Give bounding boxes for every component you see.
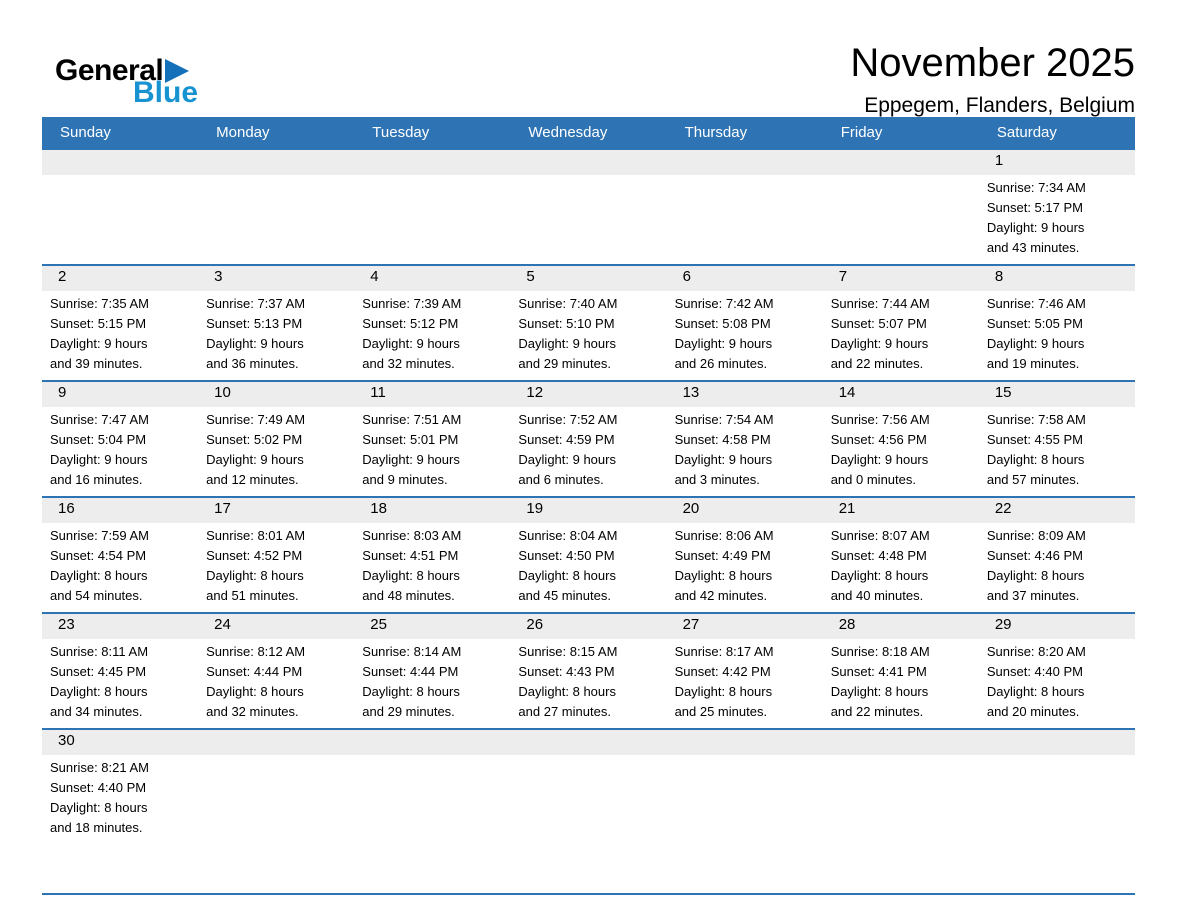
daylight-minutes-text: and 27 minutes.	[518, 704, 611, 719]
day-number-strip	[510, 150, 666, 175]
daylight-hours-text: Daylight: 8 hours	[50, 800, 148, 815]
day-details	[42, 291, 198, 380]
day-number-strip	[667, 614, 823, 639]
daylight-hours-text: Daylight: 8 hours	[674, 684, 773, 699]
day-number-strip	[42, 730, 198, 755]
logo-text-blue: Blue	[133, 76, 199, 109]
day-number: 15	[994, 384, 1012, 401]
day-number: 21	[838, 500, 856, 517]
page-header	[0, 0, 1188, 117]
day-cell-30	[42, 729, 198, 894]
day-cell-2	[42, 265, 198, 381]
day-number-strip	[42, 614, 198, 639]
day-number: 26	[526, 616, 544, 633]
empty-day-cell	[979, 729, 1135, 894]
day-details	[510, 639, 666, 728]
day-cell-23	[42, 613, 198, 729]
daylight-hours-text: Daylight: 9 hours	[206, 452, 304, 467]
day-number: 17	[214, 500, 231, 517]
day-number-strip	[198, 382, 354, 407]
day-details	[823, 755, 979, 764]
empty-day-cell	[198, 729, 354, 894]
day-details	[667, 755, 823, 764]
day-number-strip	[198, 614, 354, 639]
empty-day-cell	[667, 149, 823, 265]
day-number-strip	[42, 266, 198, 291]
daylight-minutes-text: and 57 minutes.	[986, 472, 1080, 487]
day-number: 1	[994, 152, 1004, 169]
daylight-minutes-text: and 32 minutes.	[362, 356, 455, 371]
sunrise-text: Sunrise: 7:49 AM	[206, 412, 306, 427]
sunset-text: Sunset: 4:42 PM	[674, 664, 771, 679]
daylight-hours-text: Daylight: 8 hours	[986, 568, 1085, 583]
weekday-header-tuesday: Tuesday	[354, 117, 510, 149]
daylight-minutes-text: and 40 minutes.	[830, 588, 924, 603]
sunrise-text: Sunrise: 8:17 AM	[674, 644, 774, 659]
day-number: 30	[58, 732, 75, 749]
day-number-strip	[667, 498, 823, 523]
day-cell-7	[823, 265, 979, 381]
day-number-strip	[198, 730, 354, 755]
day-details	[667, 175, 823, 184]
logo-text-general: General	[55, 54, 164, 87]
day-number: 13	[682, 384, 700, 401]
sunset-text: Sunset: 5:10 PM	[518, 316, 615, 331]
empty-day-cell	[510, 729, 666, 894]
sunset-text: Sunset: 4:41 PM	[830, 664, 927, 679]
day-cell-26	[510, 613, 666, 729]
daylight-hours-text: Daylight: 9 hours	[986, 220, 1085, 235]
calendar	[42, 117, 1135, 895]
sunset-text: Sunset: 4:48 PM	[830, 548, 927, 563]
daylight-minutes-text: and 19 minutes.	[986, 356, 1080, 371]
week-row-4	[42, 497, 1135, 613]
daylight-hours-text: Daylight: 8 hours	[518, 568, 616, 583]
day-details	[354, 175, 510, 184]
sunrise-text: Sunrise: 8:18 AM	[830, 644, 930, 659]
day-cell-28	[823, 613, 979, 729]
daylight-minutes-text: and 20 minutes.	[986, 704, 1080, 719]
daylight-hours-text: Daylight: 9 hours	[362, 336, 460, 351]
daylight-hours-text: Daylight: 9 hours	[674, 336, 773, 351]
day-number: 28	[838, 616, 856, 633]
sunset-text: Sunset: 4:59 PM	[518, 432, 615, 447]
day-details	[510, 291, 666, 380]
daylight-minutes-text: and 42 minutes.	[674, 588, 768, 603]
daylight-minutes-text: and 0 minutes.	[830, 472, 916, 487]
day-number: 27	[682, 616, 700, 633]
day-details	[510, 523, 666, 612]
empty-day-cell	[510, 149, 666, 265]
day-number-strip	[979, 730, 1135, 755]
weekday-header-row	[42, 117, 1135, 149]
daylight-minutes-text: and 39 minutes.	[50, 356, 143, 371]
day-cell-12	[510, 381, 666, 497]
day-number-strip	[354, 150, 510, 175]
daylight-hours-text: Daylight: 9 hours	[674, 452, 773, 467]
day-details	[354, 639, 510, 728]
sunset-text: Sunset: 4:50 PM	[518, 548, 615, 563]
daylight-hours-text: Daylight: 9 hours	[830, 452, 929, 467]
day-details	[823, 291, 979, 380]
sunrise-text: Sunrise: 8:01 AM	[206, 528, 306, 543]
week-row-3	[42, 381, 1135, 497]
daylight-hours-text: Daylight: 9 hours	[50, 452, 148, 467]
weekday-header-sunday: Sunday	[42, 117, 198, 149]
sunset-text: Sunset: 5:13 PM	[206, 316, 303, 331]
day-number: 14	[838, 384, 856, 401]
day-number: 22	[994, 500, 1012, 517]
daylight-minutes-text: and 9 minutes.	[362, 472, 448, 487]
daylight-hours-text: Daylight: 9 hours	[206, 336, 304, 351]
day-number: 10	[214, 384, 231, 401]
day-details	[510, 755, 666, 764]
daylight-hours-text: Daylight: 8 hours	[50, 684, 148, 699]
day-number: 23	[58, 616, 75, 633]
sunrise-text: Sunrise: 7:51 AM	[362, 412, 462, 427]
day-details	[823, 523, 979, 612]
daylight-minutes-text: and 12 minutes.	[206, 472, 299, 487]
day-details	[354, 407, 510, 496]
sunrise-text: Sunrise: 7:52 AM	[518, 412, 618, 427]
day-number: 7	[838, 268, 848, 285]
sunrise-text: Sunrise: 7:54 AM	[674, 412, 774, 427]
day-cell-21	[823, 497, 979, 613]
page-subtitle: Eppegem, Flanders, Belgium	[864, 94, 1135, 117]
daylight-minutes-text: and 51 minutes.	[206, 588, 299, 603]
daylight-minutes-text: and 48 minutes.	[362, 588, 455, 603]
week-row-6	[42, 729, 1135, 894]
day-number-strip	[979, 382, 1135, 407]
sunset-text: Sunset: 4:52 PM	[206, 548, 303, 563]
daylight-minutes-text: and 29 minutes.	[362, 704, 455, 719]
sunrise-text: Sunrise: 7:47 AM	[50, 412, 149, 427]
day-number-strip	[354, 382, 510, 407]
daylight-hours-text: Daylight: 9 hours	[518, 452, 616, 467]
daylight-minutes-text: and 34 minutes.	[50, 704, 143, 719]
sunset-text: Sunset: 4:55 PM	[986, 432, 1083, 447]
sunrise-text: Sunrise: 7:42 AM	[674, 296, 774, 311]
empty-day-cell	[354, 149, 510, 265]
day-details	[979, 407, 1135, 496]
day-cell-5	[510, 265, 666, 381]
day-number: 11	[370, 384, 386, 401]
day-details	[198, 291, 354, 380]
sunrise-text: Sunrise: 8:20 AM	[986, 644, 1086, 659]
week-row-2	[42, 265, 1135, 381]
empty-day-cell	[823, 149, 979, 265]
sunrise-text: Sunrise: 8:14 AM	[362, 644, 462, 659]
daylight-minutes-text: and 26 minutes.	[674, 356, 768, 371]
day-number-strip	[667, 150, 823, 175]
daylight-hours-text: Daylight: 8 hours	[830, 684, 929, 699]
day-details	[198, 523, 354, 612]
day-number: 9	[58, 384, 67, 401]
daylight-minutes-text: and 22 minutes.	[830, 356, 924, 371]
day-cell-16	[42, 497, 198, 613]
daylight-minutes-text: and 22 minutes.	[830, 704, 924, 719]
sunrise-text: Sunrise: 7:58 AM	[986, 412, 1086, 427]
day-details	[198, 407, 354, 496]
day-cell-20	[667, 497, 823, 613]
sunrise-text: Sunrise: 7:44 AM	[830, 296, 930, 311]
day-number-strip	[510, 266, 666, 291]
day-number: 20	[682, 500, 700, 517]
sunset-text: Sunset: 5:07 PM	[830, 316, 927, 331]
sunset-text: Sunset: 5:12 PM	[362, 316, 459, 331]
day-number-strip	[198, 150, 354, 175]
weekday-header-monday: Monday	[198, 117, 354, 149]
sunset-text: Sunset: 5:01 PM	[362, 432, 459, 447]
day-cell-22	[979, 497, 1135, 613]
calendar-table	[42, 117, 1135, 895]
sunrise-text: Sunrise: 7:34 AM	[986, 180, 1086, 195]
sunset-text: Sunset: 5:02 PM	[206, 432, 303, 447]
day-number-strip	[354, 266, 510, 291]
day-details	[979, 523, 1135, 612]
day-number-strip	[979, 150, 1135, 175]
day-number-strip	[823, 266, 979, 291]
day-details	[979, 755, 1135, 764]
daylight-hours-text: Daylight: 8 hours	[362, 568, 460, 583]
day-number-strip	[979, 614, 1135, 639]
day-number-strip	[823, 730, 979, 755]
day-cell-29	[979, 613, 1135, 729]
day-number: 6	[682, 268, 691, 285]
day-details	[198, 755, 354, 764]
daylight-hours-text: Daylight: 8 hours	[518, 684, 616, 699]
day-number-strip	[823, 498, 979, 523]
day-cell-25	[354, 613, 510, 729]
day-cell-9	[42, 381, 198, 497]
day-details	[42, 639, 198, 728]
daylight-minutes-text: and 54 minutes.	[50, 588, 143, 603]
day-number: 4	[370, 268, 379, 285]
sunset-text: Sunset: 4:40 PM	[986, 664, 1083, 679]
day-details	[667, 291, 823, 380]
day-number-strip	[42, 150, 198, 175]
day-details	[823, 407, 979, 496]
day-number-strip	[354, 730, 510, 755]
day-cell-11	[354, 381, 510, 497]
sunrise-text: Sunrise: 7:40 AM	[518, 296, 618, 311]
day-details	[510, 407, 666, 496]
sunset-text: Sunset: 4:54 PM	[50, 548, 147, 563]
day-number-strip	[979, 266, 1135, 291]
sunset-text: Sunset: 4:40 PM	[50, 780, 147, 795]
daylight-hours-text: Daylight: 8 hours	[206, 684, 304, 699]
day-number-strip	[354, 498, 510, 523]
daylight-minutes-text: and 43 minutes.	[986, 240, 1080, 255]
day-number: 2	[58, 268, 67, 285]
day-cell-19	[510, 497, 666, 613]
day-details	[354, 523, 510, 612]
sunrise-text: Sunrise: 7:35 AM	[50, 296, 149, 311]
sunset-text: Sunset: 4:44 PM	[362, 664, 459, 679]
day-details	[354, 755, 510, 764]
day-number-strip	[354, 614, 510, 639]
day-cell-1	[979, 149, 1135, 265]
page-title: November 2025	[850, 41, 1135, 85]
day-cell-17	[198, 497, 354, 613]
sunrise-text: Sunrise: 8:11 AM	[50, 644, 149, 659]
day-number-strip	[667, 382, 823, 407]
sunset-text: Sunset: 4:43 PM	[518, 664, 615, 679]
day-number: 18	[370, 500, 387, 517]
day-number-strip	[823, 382, 979, 407]
sunset-text: Sunset: 4:45 PM	[50, 664, 147, 679]
day-number-strip	[198, 266, 354, 291]
day-details	[823, 639, 979, 728]
day-number: 3	[214, 268, 223, 285]
daylight-minutes-text: and 18 minutes.	[50, 820, 143, 835]
daylight-hours-text: Daylight: 8 hours	[206, 568, 304, 583]
empty-day-cell	[823, 729, 979, 894]
sunrise-text: Sunrise: 8:03 AM	[362, 528, 462, 543]
day-details	[667, 407, 823, 496]
day-number-strip	[198, 498, 354, 523]
daylight-hours-text: Daylight: 8 hours	[50, 568, 148, 583]
day-cell-14	[823, 381, 979, 497]
sunset-text: Sunset: 5:05 PM	[986, 316, 1083, 331]
day-number-strip	[979, 498, 1135, 523]
sunset-text: Sunset: 5:17 PM	[986, 200, 1083, 215]
day-details	[198, 639, 354, 728]
day-cell-15	[979, 381, 1135, 497]
day-cell-24	[198, 613, 354, 729]
day-number: 16	[58, 500, 75, 517]
daylight-hours-text: Daylight: 9 hours	[830, 336, 929, 351]
daylight-hours-text: Daylight: 9 hours	[362, 452, 460, 467]
day-number: 8	[994, 268, 1004, 285]
day-cell-6	[667, 265, 823, 381]
day-number: 12	[526, 384, 544, 401]
daylight-minutes-text: and 16 minutes.	[50, 472, 143, 487]
daylight-hours-text: Daylight: 9 hours	[986, 336, 1085, 351]
sunset-text: Sunset: 4:44 PM	[206, 664, 303, 679]
day-cell-10	[198, 381, 354, 497]
day-number-strip	[510, 730, 666, 755]
sunrise-text: Sunrise: 8:06 AM	[674, 528, 774, 543]
day-cell-8	[979, 265, 1135, 381]
weekday-header-thursday: Thursday	[667, 117, 823, 149]
day-details	[510, 175, 666, 184]
sunset-text: Sunset: 4:51 PM	[362, 548, 459, 563]
day-number-strip	[510, 614, 666, 639]
day-number-strip	[667, 266, 823, 291]
sunset-text: Sunset: 5:08 PM	[674, 316, 771, 331]
sunrise-text: Sunrise: 8:07 AM	[830, 528, 930, 543]
daylight-hours-text: Daylight: 8 hours	[830, 568, 929, 583]
empty-day-cell	[198, 149, 354, 265]
day-number-strip	[823, 614, 979, 639]
daylight-minutes-text: and 37 minutes.	[986, 588, 1080, 603]
day-number-strip	[42, 498, 198, 523]
day-cell-13	[667, 381, 823, 497]
sunset-text: Sunset: 4:46 PM	[986, 548, 1083, 563]
day-cell-27	[667, 613, 823, 729]
day-details	[198, 175, 354, 184]
empty-day-cell	[354, 729, 510, 894]
sunrise-text: Sunrise: 8:15 AM	[518, 644, 618, 659]
day-cell-4	[354, 265, 510, 381]
daylight-hours-text: Daylight: 8 hours	[674, 568, 773, 583]
day-number: 29	[994, 616, 1012, 633]
day-details	[667, 523, 823, 612]
day-details	[979, 291, 1135, 380]
general-blue-logo	[55, 40, 198, 108]
day-number: 19	[526, 500, 544, 517]
day-details	[42, 407, 198, 496]
title-block	[850, 40, 1135, 118]
daylight-hours-text: Daylight: 9 hours	[518, 336, 616, 351]
daylight-minutes-text: and 45 minutes.	[518, 588, 611, 603]
day-details	[823, 175, 979, 184]
day-number-strip	[510, 498, 666, 523]
weekday-header-wednesday: Wednesday	[510, 117, 666, 149]
sunrise-text: Sunrise: 7:46 AM	[986, 296, 1086, 311]
sunset-text: Sunset: 4:49 PM	[674, 548, 771, 563]
day-number-strip	[42, 382, 198, 407]
sunrise-text: Sunrise: 8:12 AM	[206, 644, 306, 659]
daylight-minutes-text: and 25 minutes.	[674, 704, 768, 719]
day-details	[354, 291, 510, 380]
week-row-1	[42, 149, 1135, 265]
day-details	[42, 755, 198, 844]
day-number: 25	[370, 616, 387, 633]
daylight-hours-text: Daylight: 8 hours	[362, 684, 460, 699]
weekday-header-saturday: Saturday	[979, 117, 1135, 149]
sunrise-text: Sunrise: 7:39 AM	[362, 296, 462, 311]
sunrise-text: Sunrise: 8:09 AM	[986, 528, 1086, 543]
day-details	[667, 639, 823, 728]
sunset-text: Sunset: 4:58 PM	[674, 432, 771, 447]
day-details	[42, 175, 198, 184]
sunrise-text: Sunrise: 7:56 AM	[830, 412, 930, 427]
sunset-text: Sunset: 5:15 PM	[50, 316, 147, 331]
day-number-strip	[667, 730, 823, 755]
sunrise-text: Sunrise: 8:21 AM	[50, 760, 149, 775]
sunrise-text: Sunrise: 7:59 AM	[50, 528, 149, 543]
week-row-5	[42, 613, 1135, 729]
day-number-strip	[510, 382, 666, 407]
day-details	[979, 639, 1135, 728]
empty-day-cell	[42, 149, 198, 265]
sunset-text: Sunset: 5:04 PM	[50, 432, 147, 447]
day-details	[42, 523, 198, 612]
daylight-hours-text: Daylight: 8 hours	[986, 452, 1085, 467]
day-details	[979, 175, 1135, 264]
sunrise-text: Sunrise: 7:37 AM	[206, 296, 306, 311]
sunset-text: Sunset: 4:56 PM	[830, 432, 927, 447]
weekday-header-friday: Friday	[823, 117, 979, 149]
daylight-minutes-text: and 3 minutes.	[674, 472, 760, 487]
empty-day-cell	[667, 729, 823, 894]
daylight-minutes-text: and 6 minutes.	[518, 472, 604, 487]
day-cell-18	[354, 497, 510, 613]
daylight-hours-text: Daylight: 9 hours	[50, 336, 148, 351]
daylight-minutes-text: and 29 minutes.	[518, 356, 611, 371]
daylight-hours-text: Daylight: 8 hours	[986, 684, 1085, 699]
sunrise-text: Sunrise: 8:04 AM	[518, 528, 618, 543]
day-cell-3	[198, 265, 354, 381]
daylight-minutes-text: and 32 minutes.	[206, 704, 299, 719]
day-number-strip	[823, 150, 979, 175]
day-number: 24	[214, 616, 231, 633]
day-number: 5	[526, 268, 535, 285]
daylight-minutes-text: and 36 minutes.	[206, 356, 299, 371]
